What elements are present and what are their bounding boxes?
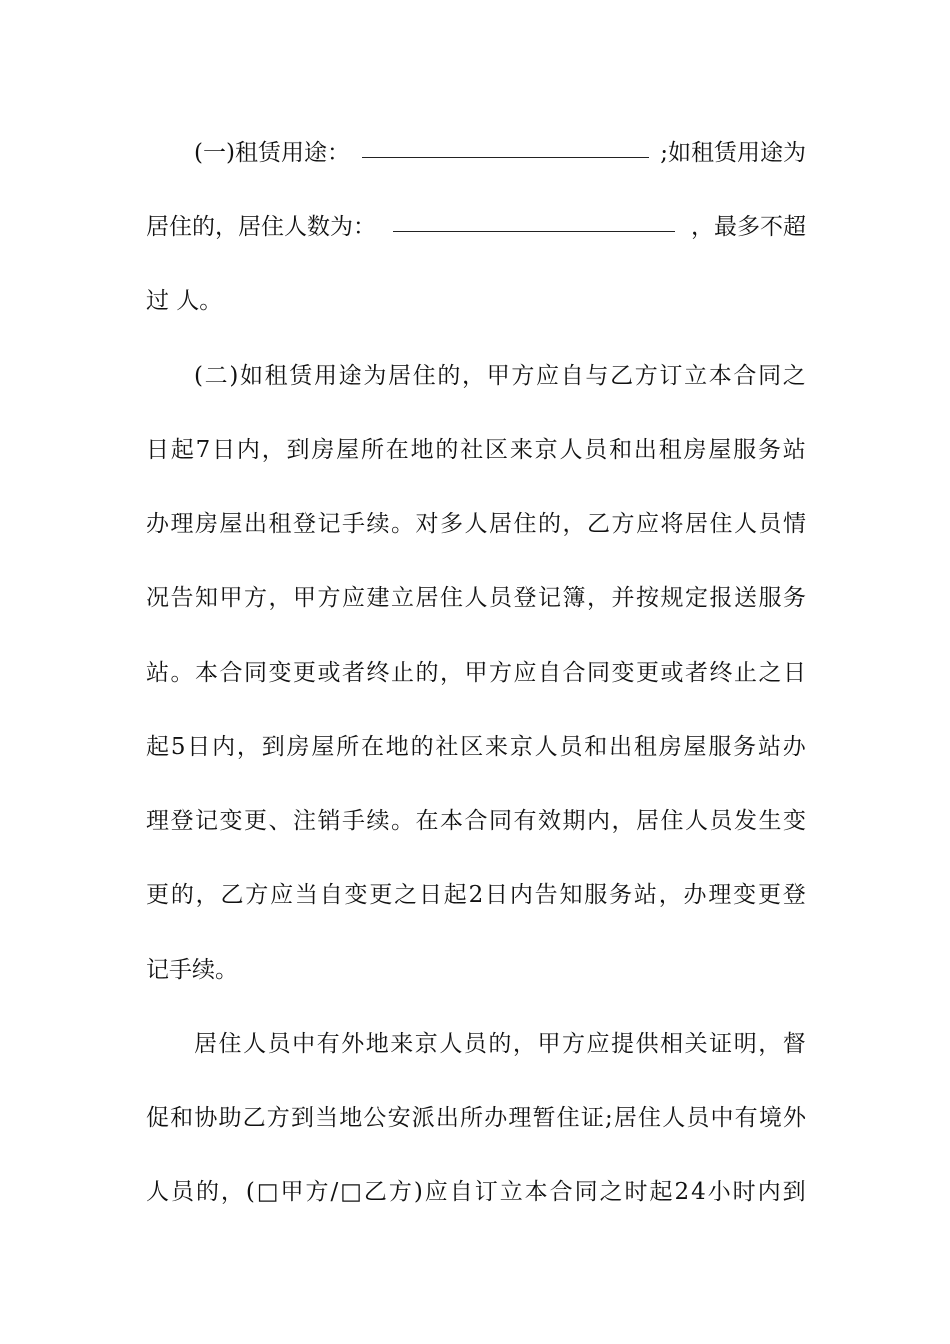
- clause-3-line-1: 居 住 人 员 中 有 外 地 来 京 人 员 的 ， 甲 方 应 提 供 相 关 证 明 ， 督: [194, 1031, 806, 1057]
- residents-tail: ，最多不超: [691, 214, 806, 240]
- clause-1-line-1: [194, 133, 806, 173]
- clause-2-line-9: 记手续。: [146, 957, 238, 983]
- residents-count-blank-field[interactable]: [393, 207, 675, 232]
- clause-2-line-1: ( 二 ) 如 租 赁 用 途 为 居 住 的 ， 甲 方 应 自 与 乙 方 订 立 本 合 同 之: [194, 363, 806, 389]
- clause-2-line-5: 站 。 本 合 同 变 更 或 者 终 止 的 ， 甲 方 应 自 合 同 变 更 或 者 终 止 之 日: [146, 660, 806, 686]
- residents-label: 居住的，居住人数为：: [146, 214, 376, 240]
- purpose-tail: ;如租赁用途为: [660, 140, 806, 166]
- purpose-blank-field[interactable]: [362, 133, 649, 158]
- clause-3-line-2: 促 和 协 助 乙 方 到 当 地 公 安 派 出 所 办 理 暂 住 证 ; 居 住 人 员 中 有 境 外: [146, 1105, 806, 1131]
- clause-2-line-8: 更 的 ， 乙 方 应 当 自 变 更 之 日 起 2 日 内 告 知 服 务 站 ， 办 理 变 更 登: [146, 882, 806, 908]
- clause-1-line-3: 过 人。: [146, 288, 223, 314]
- clause-2-line-6: 起 5 日 内 ， 到 房 屋 所 在 地 的 社 区 来 京 人 员 和 出 租 房 屋 服 务 站 办: [146, 734, 806, 760]
- clause-2-line-4: 况 告 知 甲 方 ， 甲 方 应 建 立 居 住 人 员 登 记 簿 ， 并 按 规 定 报 送 服 务: [146, 585, 806, 611]
- clause-2-line-7: 理 登 记 变 更 、 注 销 手 续 。 在 本 合 同 有 效 期 内 ， 居 住 人 员 发 生 变: [146, 808, 806, 834]
- clause-3-line-3: 人 员 的 ， ( □ 甲 方 / □ 乙 方 ) 应 自 订 立 本 合 同 之 时 起 2 4 小 时 内 到: [146, 1179, 806, 1205]
- clause-2-line-2: 日 起 7 日 内 ， 到 房 屋 所 在 地 的 社 区 来 京 人 员 和 出 租 房 屋 服 务 站: [146, 437, 806, 463]
- clause-1-line-2: [146, 207, 806, 247]
- purpose-label: (一)租赁用途：: [194, 140, 350, 166]
- clause-2-line-3: 办 理 房 屋 出 租 登 记 手 续 。 对 多 人 居 住 的 ， 乙 方 应 将 居 住 人 员 情: [146, 511, 806, 537]
